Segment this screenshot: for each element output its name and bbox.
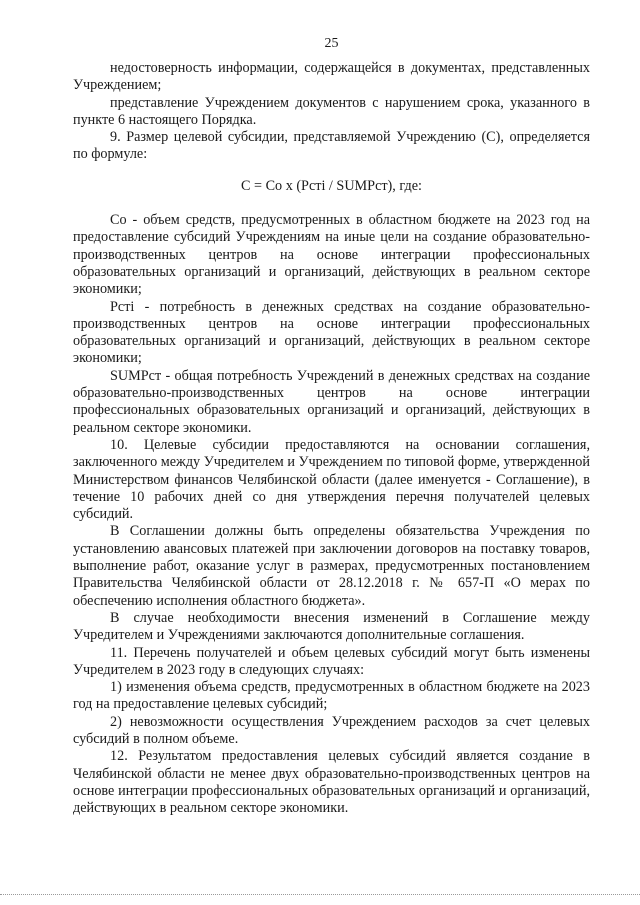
page-number: 25 [324, 36, 339, 51]
paragraph-case-2: 2) невозможности осуществления Учреждением расходов за счет целевых субсидий в полном объеме. [73, 713, 590, 747]
paragraph-item-9: 9. Размер целевой субсидии, представляемой Учреждению (С), определяется по формуле: [73, 129, 590, 163]
paragraph-definition-pcti: Pcтi - потребность в денежных средствах на создание образовательно-производственных центров на основе интеграции профессиональных образовательных организаций и организаций, действующих в реальном секторе экономики; [73, 298, 590, 367]
paragraph-definition-sumpst: SUMPст - общая потребность Учреждений в денежных средствах на создание образовательно-производственных центров на основе интеграции профессиональных образовательных организаций и организаций, действующих в реальном секторе экономики. [73, 367, 590, 436]
document-body [73, 60, 590, 817]
footer-divider [0, 894, 640, 895]
paragraph-agreement-obligations: В Соглашении должны быть определены обязательства Учреждения по установлению авансовых платежей при заключении договоров на поставку товаров, выполнение работ, оказание услуг в размерах, предусмотренных постановлением Правительства Челябинской области от 28.12.2018 г. № 657-П «О мерах по обеспечению исполнения областного бюджета». [73, 523, 590, 609]
formula: C = Co x (Pcтi / SUMPст), где: [241, 177, 422, 194]
paragraph-item-10: 10. Целевые субсидии предоставляются на основании соглашения, заключенного между Учредителем и Учреждением по типовой форме, утвержденной Министерством финансов Челябинской области (далее именуется - Соглашение), в течение 10 рабочих дней со дня утверждения перечня получателей целевых субсидий. [73, 436, 590, 523]
paragraph-additional-agreements: В случае необходимости внесения изменений в Соглашение между Учредителем и Учреждениями заключаются дополнительные соглашения. [73, 609, 590, 644]
paragraph-late-submission: представление Учреждением документов с нарушением срока, указанного в пункте 6 настоящего Порядка. [73, 94, 590, 128]
paragraph-item-12: 12. Результатом предоставления целевых субсидий является создание в Челябинской области не менее двух образовательно-производственных центров на основе интеграции профессиональных образовательных организаций и организаций, действующих в реальном секторе экономики. [73, 748, 590, 817]
paragraph-case-1: 1) изменения объема средств, предусмотренных в областном бюджете на 2023 год на предоставление целевых субсидий; [73, 679, 590, 713]
paragraph-definition-co: Co - объем средств, предусмотренных в областном бюджете на 2023 год на предоставление субсидий Учреждениям на иные цели на создание образовательно-производственных центров на основе интеграции профессиональных образовательных организаций и организаций, действующих в реальном секторе экономики; [73, 212, 590, 298]
paragraph-unreliable-info: недостоверность информации, содержащейся в документах, представленных Учреждением; [73, 60, 590, 94]
paragraph-item-11: 11. Перечень получателей и объем целевых субсидий могут быть изменены Учредителем в 2023 году в следующих случаях: [73, 644, 590, 678]
